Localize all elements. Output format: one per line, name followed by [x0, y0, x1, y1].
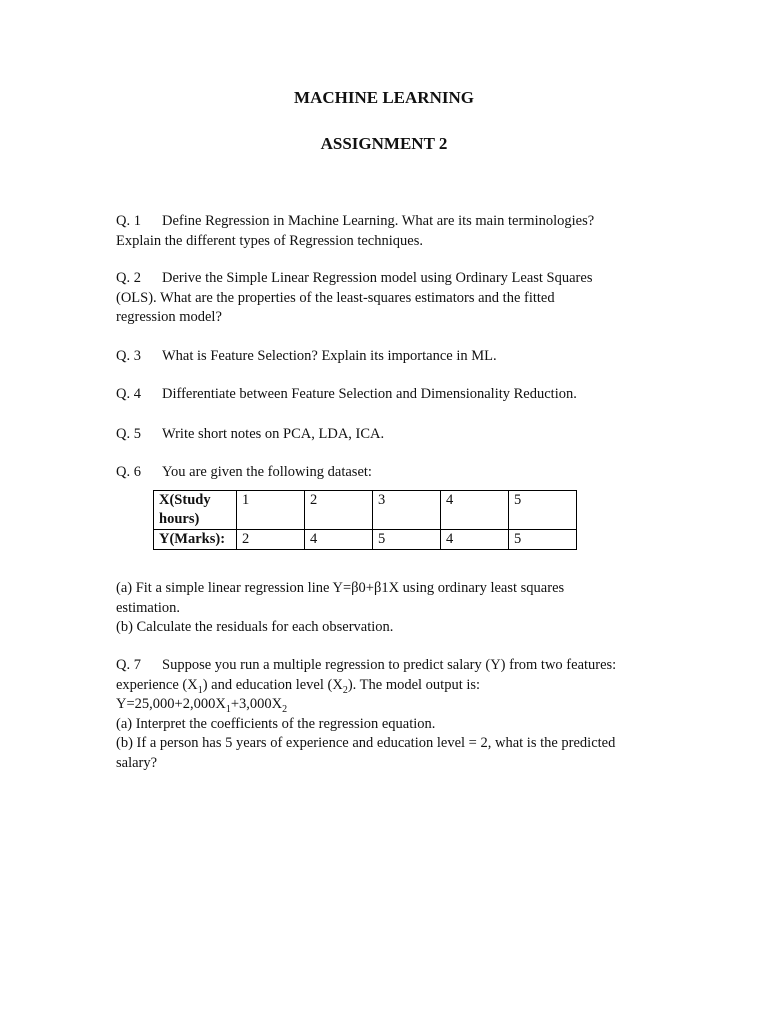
table-cell: 5	[509, 491, 577, 530]
question-text: (OLS). What are the properties of the least-squares estimators and the fitted	[116, 289, 555, 306]
question-number: Q. 3	[116, 348, 141, 364]
table-row-header: X(Study hours)	[154, 491, 237, 530]
question-number: Q. 1	[116, 213, 141, 229]
question-4	[116, 385, 661, 405]
table-cell: 1	[237, 491, 305, 530]
question-text: (b) If a person has 5 years of experience and education level = 2, what is the predicted	[116, 735, 616, 751]
question-number: Q. 2	[116, 270, 141, 286]
question-number: Q. 7	[116, 657, 141, 673]
table-cell: 4	[441, 491, 509, 530]
table-cell: 5	[373, 530, 441, 550]
question-number: Q. 4	[116, 386, 141, 402]
question-text: Derive the Simple Linear Regression model using Ordinary Least Squares	[162, 270, 593, 286]
question-text: What is Feature Selection? Explain its importance in ML.	[162, 348, 497, 364]
question-text: estimation.	[116, 599, 181, 616]
question-text: (a) Interpret the coefficients of the regression equation.	[116, 715, 436, 732]
document-subtitle: ASSIGNMENT 2	[320, 134, 448, 153]
question-7	[116, 656, 661, 773]
question-text: Write short notes on PCA, LDA, ICA.	[162, 426, 385, 442]
question-text: salary?	[116, 754, 158, 771]
dataset-table	[153, 490, 577, 550]
question-number: Q. 6	[116, 464, 141, 480]
question-text: (a) Fit a simple linear regression line Y=β0+β1X using ordinary least squares	[116, 580, 565, 596]
subscript: 1	[197, 684, 203, 696]
question-2	[116, 269, 661, 328]
table-cell: 4	[441, 530, 509, 550]
table-cell: 2	[305, 491, 373, 530]
subscript: 2	[342, 684, 348, 696]
table-cell: 3	[373, 491, 441, 530]
question-text: You are given the following dataset:	[162, 464, 372, 480]
question-text: Differentiate between Feature Selection and Dimensionality Reduction.	[162, 386, 577, 402]
question-text	[116, 676, 661, 696]
table-cell: 4	[305, 530, 373, 550]
text-fragment: Y=25,000+2,000X	[116, 696, 226, 712]
question-5	[116, 425, 661, 445]
subscript: 1	[225, 703, 231, 715]
question-3	[116, 347, 661, 367]
regression-equation	[116, 695, 661, 715]
question-6	[116, 463, 661, 483]
table-row	[154, 530, 577, 550]
table-cell: 2	[237, 530, 305, 550]
text-fragment: ) and education level (X	[202, 676, 343, 693]
text-fragment: ). The model output is:	[347, 676, 481, 693]
question-text: regression model?	[116, 309, 222, 325]
question-1	[116, 212, 661, 251]
subscript: 2	[282, 703, 288, 715]
question-6-parts	[116, 579, 661, 638]
table-cell: 5	[509, 530, 577, 550]
question-number: Q. 5	[116, 426, 141, 442]
text-fragment: +3,000X	[230, 696, 283, 712]
question-text: Explain the different types of Regression techniques.	[116, 232, 423, 249]
question-text: (b) Calculate the residuals for each observation.	[116, 619, 394, 635]
document-title: MACHINE LEARNING	[294, 88, 474, 107]
question-text: Define Regression in Machine Learning. What are its main terminologies?	[162, 213, 595, 229]
question-text: Suppose you run a multiple regression to predict salary (Y) from two features:	[162, 657, 617, 673]
table-row	[154, 491, 577, 530]
text-fragment: experience (X	[116, 676, 198, 693]
table-row-header: Y(Marks):	[154, 530, 237, 550]
